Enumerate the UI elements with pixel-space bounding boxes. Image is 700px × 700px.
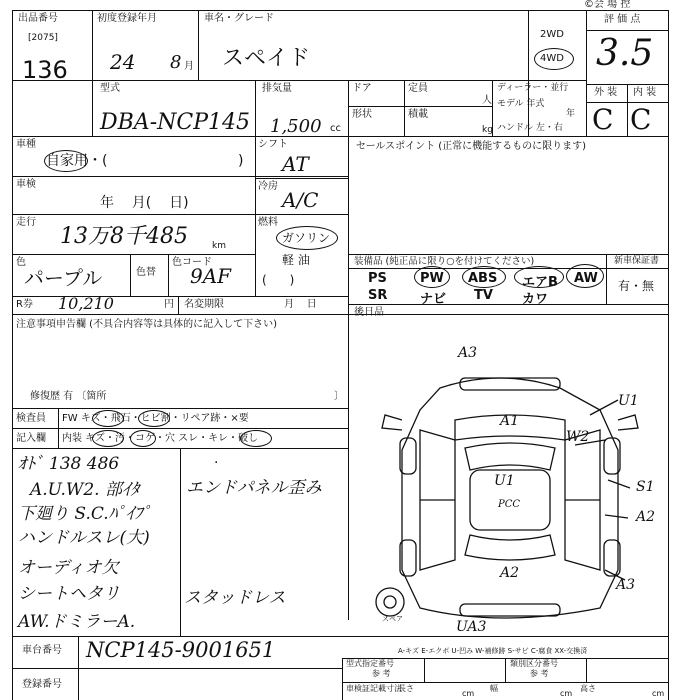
inspector-circle	[138, 410, 170, 427]
disp-value: 1,500	[270, 116, 322, 137]
shape-label: 形状	[352, 109, 372, 120]
divider	[12, 254, 255, 255]
equip-pw-circle	[414, 266, 450, 288]
damage-mark: U1	[618, 393, 639, 409]
equipment-label: 装備品 (純正品に限り○を付けてください)	[354, 256, 535, 267]
reg-month-unit: 月	[184, 61, 194, 72]
recycle-label: R券	[16, 299, 33, 310]
reg-year: 24	[110, 50, 136, 74]
score-label: 評 価 点	[604, 14, 641, 25]
type-no-label: 型式指定番号	[346, 659, 394, 668]
remark-line: ハンドルスレ(大)	[18, 528, 150, 548]
type-no-sub: 参 考	[372, 669, 391, 678]
spare-label: スペア	[382, 615, 403, 623]
divider	[12, 214, 348, 215]
damage-mark: W2	[566, 429, 590, 445]
fuel-alt: 軽 油	[282, 253, 310, 267]
inspector-row-2: 内装 キズ・汚・コゲ・穴 スレ・キレ・破し	[62, 433, 259, 444]
divider	[424, 658, 425, 682]
divider	[58, 408, 59, 448]
notes-label: 注意事項申告欄 (不具合内容等は具体的に記入して下さい)	[16, 319, 277, 330]
remark-dot: ·	[214, 455, 219, 471]
divider	[92, 10, 93, 136]
equip-navi: ナビ	[420, 292, 447, 307]
divider	[586, 10, 587, 136]
chassis-value: NCP145-9001651	[86, 638, 276, 662]
disp-unit: cc	[330, 123, 341, 134]
ext-label: 外 装	[594, 87, 618, 98]
recycle-unit: 円	[164, 299, 174, 310]
remark-line: オーディオ欠	[18, 558, 119, 578]
handle-label: ハンドル 左・右	[497, 123, 563, 133]
damage-mark: U1	[494, 473, 515, 489]
length-unit: cm	[462, 689, 475, 698]
remark-line: A.U.W2. 部ｲﾀ	[30, 480, 139, 500]
divider	[348, 106, 492, 107]
load-unit: kg	[482, 125, 493, 135]
divider	[606, 254, 607, 304]
divider	[198, 10, 199, 80]
repair-label: 修復歴 有 〔箇所	[30, 391, 107, 402]
chassis-label: 車台番号	[22, 645, 62, 656]
height-unit: cm	[652, 689, 665, 698]
width-label: 幅	[490, 684, 498, 693]
door-label: ドア	[352, 83, 372, 94]
inspection-label: 車検	[16, 179, 36, 190]
warranty-label: 新車保証書	[614, 256, 660, 266]
fuel-label: 燃料	[258, 217, 278, 228]
divider	[505, 658, 506, 682]
divider	[342, 658, 343, 700]
divider	[348, 80, 349, 136]
divider	[528, 10, 529, 136]
class-no-label: 類別区分番号	[510, 659, 558, 668]
remark-line: AW.ドミラーA.	[18, 612, 136, 632]
divider	[178, 296, 179, 314]
divider	[586, 658, 587, 682]
fuel-paren: ( )	[262, 273, 295, 287]
reg-month: 8	[170, 52, 182, 73]
score-value: 3.5	[596, 33, 654, 74]
inspector-circle	[240, 430, 272, 447]
reg-number-label: 登録番号	[22, 679, 62, 690]
recycle-value: 10,210	[58, 294, 114, 313]
after-label: 後日品	[354, 307, 384, 318]
frame-top	[12, 10, 668, 11]
name-change-label: 名変期限	[184, 299, 224, 310]
remark-line: スタッドレス	[184, 588, 286, 608]
fuel-value: ガソリン	[282, 231, 331, 245]
divider	[255, 136, 256, 296]
divider	[348, 136, 349, 620]
inspector-circle	[130, 430, 156, 447]
mileage-unit: km	[212, 241, 226, 251]
color-label: 色	[16, 257, 26, 268]
equip-aw-circle	[566, 264, 604, 288]
class-close: )	[238, 153, 244, 169]
height-label: 高さ	[580, 684, 596, 693]
divider	[12, 176, 348, 177]
model-year-label: モデル 年式	[497, 99, 545, 109]
damage-mark: PCC	[498, 499, 521, 510]
fuel-circle	[276, 226, 338, 250]
type-label: 型式	[100, 83, 120, 94]
lot-number: 136	[22, 56, 68, 84]
divider	[348, 254, 668, 255]
shift-label: シフト	[258, 139, 288, 150]
equip-airbag: エアB	[522, 275, 558, 290]
equip-ps: PS	[368, 271, 387, 286]
inspector-circle	[92, 430, 124, 447]
class-circle	[44, 150, 88, 172]
divider	[255, 178, 348, 179]
mileage-value: 13万8千485	[60, 224, 188, 249]
divider	[627, 84, 628, 136]
ac-label: 冷房	[258, 181, 278, 192]
equip-tv: TV	[474, 288, 493, 303]
class-value: 自家用・(	[46, 153, 108, 169]
lot-label: 出品番号	[18, 13, 58, 24]
mileage-label: 走行	[16, 217, 36, 228]
length-label: 長さ	[398, 684, 414, 693]
equip-sr: SR	[368, 288, 388, 303]
divider	[12, 408, 348, 409]
equip-leather: カワ	[522, 292, 549, 307]
remark-line: 下廻り S.C.ﾊﾟｲﾌﾟ	[18, 504, 152, 524]
damage-mark: A2	[500, 565, 520, 581]
color-swap-label: 色替	[136, 267, 156, 278]
divider	[255, 80, 256, 136]
divider	[12, 636, 668, 637]
damage-mark: A2	[636, 509, 656, 525]
lot-sub: [2075]	[28, 33, 58, 43]
divider	[586, 30, 668, 31]
warranty-value: 有・無	[618, 279, 655, 293]
class-label: 車種	[16, 139, 36, 150]
cert-label: 車検証記載寸法	[346, 684, 402, 693]
frame-right	[668, 10, 669, 700]
divider	[348, 304, 668, 305]
divider	[12, 136, 668, 137]
divider	[12, 80, 586, 81]
divider	[130, 254, 131, 296]
damage-mark: A1	[500, 413, 520, 429]
class-no-sub: 参 考	[530, 669, 549, 678]
repair-close: 〕	[334, 391, 344, 402]
divider	[12, 314, 668, 315]
damage-legend: A-キズ E-エクボ U-凹み W-補修跡 S-サビ C-腐食 XX-交換済	[398, 647, 588, 655]
type-value: DBA-NCP145	[100, 110, 251, 135]
equip-abs-circle	[462, 266, 506, 288]
divider	[404, 80, 405, 136]
inspector-row-1: FW キズ・飛石・ヒビ割・リペア跡・×要	[62, 413, 249, 424]
load-label: 積載	[408, 109, 428, 120]
color-code-label: 色コード	[172, 257, 212, 268]
sales-label: セールスポイント (正常に機能するものに限ります)	[356, 141, 587, 152]
remark-line: シートヘタリ	[18, 584, 120, 604]
inspection-fields: 年 月( 日)	[100, 195, 189, 211]
divider	[342, 682, 668, 683]
equip-abs: ABS	[468, 271, 498, 286]
damage-mark: UA3	[456, 619, 487, 635]
divider	[180, 448, 181, 636]
remark-line: エンドパネル歪み	[186, 478, 322, 498]
int-label: 内 装	[633, 87, 657, 98]
name-change-fields: 月 日	[284, 299, 317, 310]
divider	[78, 636, 79, 700]
damage-mark: A3	[458, 345, 478, 361]
inspector-label-2: 記入欄	[16, 433, 46, 444]
divider	[12, 668, 342, 669]
capacity-unit: 人	[482, 95, 492, 106]
year-unit: 年	[566, 109, 576, 119]
divider	[348, 268, 668, 269]
damage-mark: S1	[636, 479, 655, 495]
car-diagram	[360, 360, 660, 635]
reg-label: 初度登録年月	[97, 13, 157, 24]
equip-airbag-circle	[514, 266, 564, 288]
shift-value: AT	[282, 152, 309, 176]
color-value: パープル	[24, 266, 103, 290]
equip-aw: AW	[574, 271, 598, 286]
color-code-value: 9AF	[190, 264, 232, 288]
drive-4wd: 4WD	[540, 53, 564, 64]
drive-2wd: 2WD	[540, 29, 564, 40]
divider	[12, 428, 348, 429]
damage-mark: A3	[616, 577, 636, 593]
remark-line: ｵﾄﾞ 138 486	[18, 454, 120, 474]
int-value: C	[630, 103, 652, 136]
divider	[168, 254, 169, 296]
disp-label: 排気量	[262, 83, 292, 94]
ext-value: C	[592, 103, 614, 136]
dealer-label: ディーラー・並行	[497, 83, 569, 93]
capacity-label: 定員	[408, 83, 428, 94]
equip-pw: PW	[420, 271, 444, 286]
name-value: スペイド	[222, 46, 311, 71]
frame-left	[12, 10, 13, 700]
name-label: 車名・グレード	[204, 13, 274, 24]
width-unit: cm	[560, 689, 573, 698]
top-stamp: ©会 場 控	[584, 0, 631, 10]
inspector-label-1: 検査員	[16, 413, 46, 424]
inspector-circle	[92, 410, 124, 427]
ac-value: A/C	[282, 188, 319, 212]
